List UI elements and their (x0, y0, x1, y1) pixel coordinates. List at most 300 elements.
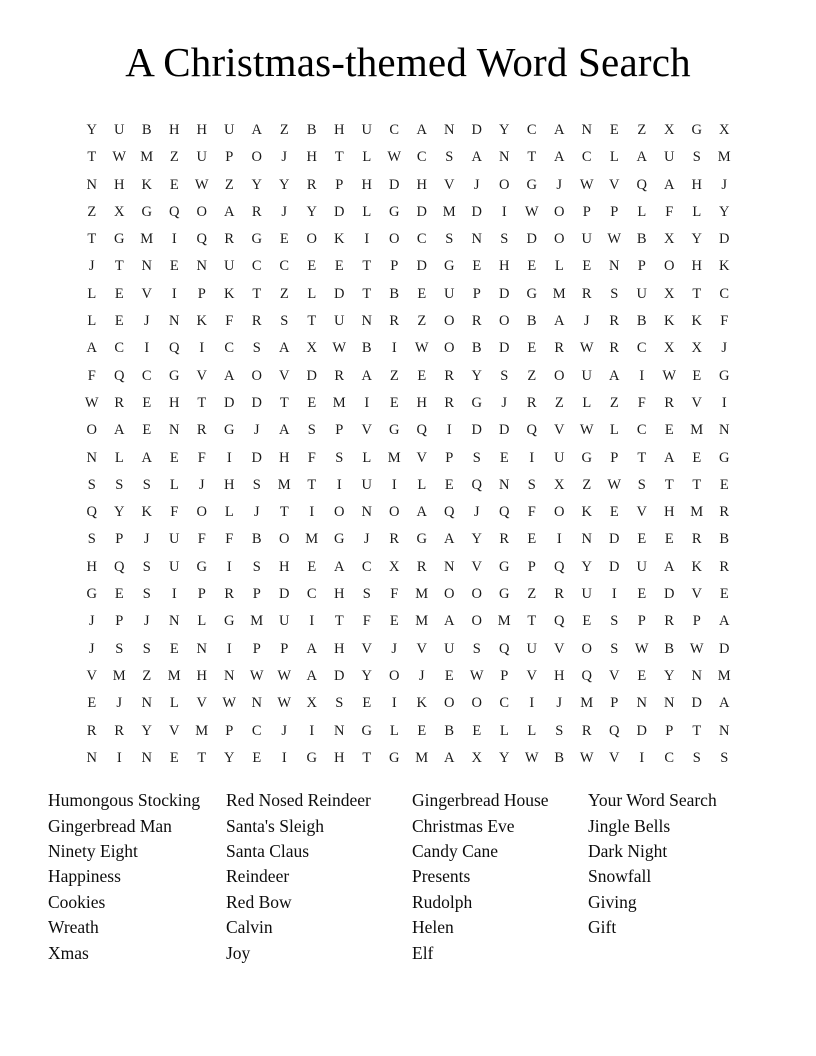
grid-cell[interactable]: E (169, 176, 179, 193)
grid-cell[interactable]: A (416, 122, 427, 138)
grid-cell[interactable]: A (664, 176, 675, 193)
grid-cell[interactable]: T (664, 476, 674, 493)
grid-cell[interactable]: P (390, 258, 399, 275)
grid-cell[interactable]: N (141, 695, 152, 712)
grid-cell[interactable]: U (196, 149, 207, 166)
grid-cell[interactable]: T (362, 749, 372, 766)
word-list-item[interactable]: Santa's Sleigh (226, 815, 324, 836)
grid-cell[interactable]: N (444, 558, 455, 575)
grid-cell[interactable]: J (363, 531, 370, 548)
grid-cell[interactable]: O (196, 203, 207, 220)
grid-cell[interactable]: I (501, 203, 507, 220)
grid-cell[interactable]: R (389, 313, 400, 330)
grid-cell[interactable]: E (637, 586, 647, 603)
grid-cell[interactable]: J (253, 422, 260, 439)
grid-cell[interactable]: A (554, 313, 565, 330)
grid-cell[interactable]: W (634, 640, 649, 657)
grid-cell[interactable]: W (277, 667, 292, 684)
grid-cell[interactable]: P (197, 586, 206, 603)
grid-cell[interactable]: A (306, 640, 317, 657)
grid-cell[interactable]: Z (417, 313, 427, 330)
grid-cell[interactable]: Z (224, 176, 234, 193)
grid-cell[interactable]: B (389, 285, 400, 302)
grid-cell[interactable]: T (692, 476, 702, 493)
grid-cell[interactable]: Z (169, 149, 179, 166)
grid-cell[interactable]: J (391, 640, 398, 657)
word-list-item[interactable]: Joy (226, 942, 251, 963)
word-list-item[interactable]: Red Bow (226, 891, 292, 912)
grid-cell[interactable]: G (499, 558, 510, 575)
grid-cell[interactable]: I (721, 394, 727, 411)
grid-cell[interactable]: J (721, 176, 728, 193)
grid-cell[interactable]: H (334, 586, 345, 603)
grid-cell[interactable]: J (721, 340, 728, 357)
grid-cell[interactable]: D (499, 422, 510, 439)
grid-cell[interactable]: V (416, 449, 427, 466)
grid-cell[interactable]: A (719, 613, 730, 630)
grid-cell[interactable]: S (527, 476, 536, 493)
grid-cell[interactable]: P (225, 722, 234, 739)
grid-cell[interactable]: P (500, 667, 509, 684)
grid-cell[interactable]: I (364, 231, 370, 248)
grid-cell[interactable]: I (639, 367, 645, 384)
grid-cell[interactable]: A (554, 149, 565, 166)
grid-cell[interactable]: I (226, 640, 232, 657)
grid-cell[interactable]: G (389, 749, 400, 766)
grid-cell[interactable]: G (224, 422, 235, 439)
grid-cell[interactable]: Y (251, 176, 262, 193)
grid-cell[interactable]: W (579, 340, 594, 357)
grid-cell[interactable]: O (581, 640, 592, 657)
grid-cell[interactable]: E (582, 258, 592, 275)
grid-cell[interactable]: I (556, 531, 562, 548)
grid-cell[interactable]: N (581, 531, 592, 548)
grid-cell[interactable]: H (279, 449, 290, 466)
grid-cell[interactable]: K (581, 504, 592, 521)
grid-cell[interactable]: Y (86, 122, 97, 138)
grid-cell[interactable]: P (115, 531, 124, 548)
grid-cell[interactable]: F (225, 531, 234, 548)
grid-cell[interactable]: E (417, 367, 427, 384)
grid-cell[interactable]: H (416, 176, 427, 193)
grid-cell[interactable]: V (416, 640, 427, 657)
grid-cell[interactable]: A (224, 367, 235, 384)
grid-cell[interactable]: D (719, 640, 730, 657)
grid-cell[interactable]: T (279, 504, 289, 521)
grid-cell[interactable]: T (527, 149, 537, 166)
grid-cell[interactable]: R (334, 367, 345, 384)
grid-cell[interactable]: O (279, 531, 290, 548)
grid-cell[interactable]: R (719, 558, 730, 575)
grid-cell[interactable]: C (141, 367, 152, 384)
grid-cell[interactable]: U (636, 285, 647, 302)
grid-cell[interactable]: I (171, 586, 177, 603)
grid-cell[interactable]: G (581, 449, 592, 466)
grid-cell[interactable]: V (609, 667, 620, 684)
grid-cell[interactable]: D (334, 285, 345, 302)
grid-cell[interactable]: K (719, 258, 730, 275)
grid-cell[interactable]: O (554, 203, 565, 220)
grid-cell[interactable]: A (444, 531, 455, 548)
grid-cell[interactable]: B (664, 640, 675, 657)
grid-cell[interactable]: O (664, 258, 675, 275)
grid-cell[interactable]: R (114, 722, 125, 739)
grid-cell[interactable]: C (389, 122, 400, 138)
grid-cell[interactable]: R (554, 586, 565, 603)
grid-cell[interactable]: O (196, 504, 207, 521)
grid-cell[interactable]: S (252, 340, 261, 357)
grid-cell[interactable]: L (609, 422, 619, 439)
grid-cell[interactable]: E (719, 586, 729, 603)
grid-cell[interactable]: E (142, 422, 152, 439)
grid-cell[interactable]: M (277, 476, 291, 493)
grid-cell[interactable]: Q (636, 176, 647, 193)
grid-cell[interactable]: N (169, 613, 180, 630)
grid-cell[interactable]: P (692, 613, 701, 630)
grid-cell[interactable]: Z (389, 367, 399, 384)
grid-cell[interactable]: F (197, 531, 206, 548)
grid-cell[interactable]: N (471, 231, 482, 248)
word-list-item[interactable]: Red Nosed Reindeer (226, 790, 371, 811)
grid-cell[interactable]: J (88, 613, 95, 630)
grid-cell[interactable]: W (579, 422, 594, 439)
grid-cell[interactable]: C (224, 340, 235, 357)
grid-cell[interactable]: N (499, 149, 510, 166)
grid-cell[interactable]: R (526, 394, 537, 411)
grid-cell[interactable]: S (500, 367, 509, 384)
grid-cell[interactable]: W (524, 203, 539, 220)
grid-cell[interactable]: D (471, 422, 482, 439)
grid-cell[interactable]: Y (224, 749, 235, 766)
grid-cell[interactable]: R (389, 531, 400, 548)
grid-cell[interactable]: O (554, 367, 565, 384)
grid-cell[interactable]: S (142, 586, 151, 603)
grid-cell[interactable]: D (334, 203, 345, 220)
grid-cell[interactable]: M (140, 231, 154, 248)
grid-cell[interactable]: H (416, 394, 427, 411)
grid-cell[interactable]: B (471, 340, 482, 357)
grid-cell[interactable]: P (335, 422, 344, 439)
grid-cell[interactable]: K (141, 176, 152, 193)
grid-cell[interactable]: I (309, 613, 315, 630)
grid-cell[interactable]: P (252, 586, 261, 603)
grid-cell[interactable]: L (87, 313, 97, 330)
grid-cell[interactable]: E (444, 476, 454, 493)
grid-cell[interactable]: H (691, 176, 702, 193)
grid-cell[interactable]: R (114, 394, 125, 411)
grid-cell[interactable]: R (251, 203, 262, 220)
grid-cell[interactable]: P (582, 203, 591, 220)
grid-cell[interactable]: W (84, 394, 99, 411)
grid-cell[interactable]: S (472, 640, 481, 657)
word-list-item[interactable]: Ninety Eight (48, 840, 138, 861)
grid-cell[interactable]: S (115, 640, 124, 657)
grid-cell[interactable]: C (416, 231, 427, 248)
grid-cell[interactable]: T (114, 258, 124, 275)
grid-cell[interactable]: J (583, 313, 590, 330)
grid-cell[interactable]: S (610, 285, 619, 302)
grid-cell[interactable]: D (416, 258, 427, 275)
grid-cell[interactable]: W (607, 231, 622, 248)
grid-cell[interactable]: N (499, 476, 510, 493)
grid-cell[interactable]: H (196, 667, 207, 684)
grid-cell[interactable]: F (527, 504, 536, 521)
grid-cell[interactable]: E (417, 285, 427, 302)
grid-cell[interactable]: E (389, 613, 399, 630)
grid-cell[interactable]: N (224, 667, 235, 684)
grid-cell[interactable]: P (335, 176, 344, 193)
grid-cell[interactable]: C (664, 749, 675, 766)
grid-cell[interactable]: U (334, 313, 345, 330)
grid-cell[interactable]: J (473, 176, 480, 193)
grid-cell[interactable]: C (251, 722, 262, 739)
grid-cell[interactable]: H (169, 394, 180, 411)
grid-cell[interactable]: L (169, 695, 179, 712)
grid-cell[interactable]: Y (664, 667, 675, 684)
grid-cell[interactable]: P (115, 613, 124, 630)
grid-cell[interactable]: F (87, 367, 96, 384)
grid-cell[interactable]: K (416, 695, 427, 712)
grid-cell[interactable]: V (554, 640, 565, 657)
grid-cell[interactable]: X (554, 476, 565, 493)
grid-cell[interactable]: I (171, 231, 177, 248)
grid-cell[interactable]: F (720, 313, 729, 330)
grid-cell[interactable]: D (416, 203, 427, 220)
grid-cell[interactable]: A (664, 449, 675, 466)
grid-cell[interactable]: X (306, 695, 317, 712)
grid-cell[interactable]: C (361, 558, 372, 575)
grid-cell[interactable]: D (251, 394, 262, 411)
grid-cell[interactable]: D (499, 340, 510, 357)
grid-cell[interactable]: L (87, 285, 97, 302)
grid-cell[interactable]: W (607, 476, 622, 493)
grid-cell[interactable]: Z (527, 586, 537, 603)
grid-cell[interactable]: E (334, 258, 344, 275)
grid-cell[interactable]: K (196, 313, 207, 330)
grid-cell[interactable]: D (471, 203, 482, 220)
grid-cell[interactable]: R (581, 285, 592, 302)
grid-cell[interactable]: T (334, 613, 344, 630)
grid-cell[interactable]: J (281, 722, 288, 739)
grid-cell[interactable]: S (335, 449, 344, 466)
grid-cell[interactable]: H (334, 749, 345, 766)
grid-cell[interactable]: A (471, 149, 482, 166)
grid-cell[interactable]: C (416, 149, 427, 166)
grid-cell[interactable]: X (691, 340, 702, 357)
grid-cell[interactable]: O (499, 176, 510, 193)
grid-cell[interactable]: Z (142, 667, 152, 684)
grid-cell[interactable]: D (224, 394, 235, 411)
grid-cell[interactable]: J (198, 476, 205, 493)
grid-cell[interactable]: W (524, 749, 539, 766)
grid-cell[interactable]: N (251, 695, 262, 712)
grid-cell[interactable]: L (169, 476, 179, 493)
grid-cell[interactable]: R (609, 313, 620, 330)
grid-cell[interactable]: S (87, 476, 96, 493)
grid-cell[interactable]: U (224, 122, 235, 138)
grid-cell[interactable]: H (334, 640, 345, 657)
grid-cell[interactable]: O (499, 313, 510, 330)
grid-cell[interactable]: Q (526, 422, 537, 439)
grid-cell[interactable]: I (529, 695, 535, 712)
grid-cell[interactable]: J (116, 695, 123, 712)
grid-cell[interactable]: K (334, 231, 345, 248)
word-list-item[interactable]: Santa Claus (226, 840, 310, 861)
grid-cell[interactable]: G (444, 258, 455, 275)
grid-cell[interactable]: R (691, 531, 702, 548)
grid-cell[interactable]: L (499, 722, 509, 739)
grid-cell[interactable]: Q (471, 476, 482, 493)
grid-cell[interactable]: Y (114, 504, 125, 521)
grid-cell[interactable]: V (444, 176, 455, 193)
grid-cell[interactable]: S (472, 449, 481, 466)
grid-cell[interactable]: P (472, 285, 481, 302)
grid-cell[interactable]: G (86, 586, 97, 603)
grid-cell[interactable]: U (664, 149, 675, 166)
grid-cell[interactable]: L (362, 149, 372, 166)
grid-cell[interactable]: L (609, 149, 619, 166)
grid-cell[interactable]: R (609, 340, 620, 357)
grid-cell[interactable]: Y (499, 122, 510, 138)
grid-cell[interactable]: E (692, 449, 702, 466)
grid-cell[interactable]: I (391, 476, 397, 493)
grid-cell[interactable]: T (252, 285, 262, 302)
grid-cell[interactable]: W (579, 749, 594, 766)
grid-cell[interactable]: O (389, 231, 400, 248)
grid-cell[interactable]: B (719, 531, 730, 548)
grid-cell[interactable]: D (526, 231, 537, 248)
grid-cell[interactable]: N (719, 722, 730, 739)
grid-cell[interactable]: E (664, 531, 674, 548)
grid-cell[interactable]: A (334, 558, 345, 575)
grid-cell[interactable]: J (143, 313, 150, 330)
grid-cell[interactable]: M (167, 667, 181, 684)
grid-cell[interactable]: W (222, 695, 237, 712)
grid-cell[interactable]: E (527, 340, 537, 357)
grid-cell[interactable]: S (610, 640, 619, 657)
word-list-item[interactable]: Giving (588, 891, 637, 912)
grid-cell[interactable]: E (582, 613, 592, 630)
grid-cell[interactable]: Q (499, 504, 510, 521)
grid-cell[interactable]: E (637, 667, 647, 684)
grid-cell[interactable]: O (444, 340, 455, 357)
grid-cell[interactable]: Z (554, 394, 564, 411)
grid-cell[interactable]: U (361, 122, 372, 138)
grid-cell[interactable]: O (251, 149, 262, 166)
grid-cell[interactable]: G (719, 449, 730, 466)
grid-cell[interactable]: E (114, 586, 124, 603)
grid-cell[interactable]: U (169, 558, 180, 575)
grid-cell[interactable]: K (141, 504, 152, 521)
grid-cell[interactable]: Q (581, 667, 592, 684)
grid-cell[interactable]: M (415, 613, 429, 630)
grid-cell[interactable]: D (306, 367, 317, 384)
grid-cell[interactable]: P (527, 558, 536, 575)
grid-cell[interactable]: I (171, 285, 177, 302)
grid-cell[interactable]: I (144, 340, 150, 357)
grid-cell[interactable]: Y (471, 531, 482, 548)
grid-cell[interactable]: G (196, 558, 207, 575)
grid-cell[interactable]: Y (499, 749, 510, 766)
grid-cell[interactable]: U (636, 558, 647, 575)
grid-cell[interactable]: Q (554, 613, 565, 630)
grid-cell[interactable]: F (362, 613, 371, 630)
grid-cell[interactable]: Z (582, 476, 592, 493)
grid-cell[interactable]: Y (719, 203, 730, 220)
grid-cell[interactable]: Y (471, 367, 482, 384)
grid-cell[interactable]: H (361, 176, 372, 193)
grid-cell[interactable]: I (611, 586, 617, 603)
grid-cell[interactable]: N (86, 176, 97, 193)
grid-cell[interactable]: R (554, 340, 565, 357)
word-list-item[interactable]: Calvin (226, 917, 273, 938)
grid-cell[interactable]: B (636, 231, 647, 248)
grid-cell[interactable]: M (552, 285, 566, 302)
grid-cell[interactable]: A (251, 122, 262, 138)
grid-cell[interactable]: G (334, 531, 345, 548)
grid-cell[interactable]: Q (169, 340, 180, 357)
grid-cell[interactable]: R (444, 367, 455, 384)
grid-cell[interactable]: D (334, 667, 345, 684)
grid-cell[interactable]: T (692, 285, 702, 302)
grid-cell[interactable]: C (581, 149, 592, 166)
grid-cell[interactable]: O (444, 586, 455, 603)
word-list-item[interactable]: Wreath (48, 917, 99, 938)
grid-cell[interactable]: E (279, 231, 289, 248)
grid-cell[interactable]: J (143, 613, 150, 630)
grid-cell[interactable]: S (445, 231, 454, 248)
grid-cell[interactable]: M (332, 394, 346, 411)
grid-cell[interactable]: Q (554, 558, 565, 575)
grid-cell[interactable]: V (691, 586, 702, 603)
grid-cell[interactable]: P (445, 449, 454, 466)
grid-cell[interactable]: O (389, 667, 400, 684)
grid-cell[interactable]: E (169, 258, 179, 275)
grid-cell[interactable]: R (86, 722, 97, 739)
grid-cell[interactable]: D (279, 586, 290, 603)
grid-cell[interactable]: J (253, 504, 260, 521)
grid-cell[interactable]: K (664, 313, 675, 330)
grid-cell[interactable]: Q (169, 203, 180, 220)
grid-cell[interactable]: H (664, 504, 675, 521)
grid-cell[interactable]: R (719, 504, 730, 521)
grid-cell[interactable]: T (334, 149, 344, 166)
grid-cell[interactable]: U (169, 531, 180, 548)
grid-cell[interactable]: N (636, 695, 647, 712)
grid-cell[interactable]: B (636, 313, 647, 330)
grid-cell[interactable]: X (719, 122, 730, 138)
grid-cell[interactable]: E (719, 476, 729, 493)
grid-cell[interactable]: Y (581, 558, 592, 575)
grid-cell[interactable]: N (361, 313, 372, 330)
grid-cell[interactable]: M (442, 203, 456, 220)
grid-cell[interactable]: M (415, 586, 429, 603)
grid-cell[interactable]: E (307, 258, 317, 275)
word-list-item[interactable]: Elf (412, 942, 434, 963)
grid-cell[interactable]: C (526, 122, 537, 138)
grid-cell[interactable]: V (279, 367, 290, 384)
grid-cell[interactable]: Q (86, 504, 97, 521)
grid-cell[interactable]: E (527, 258, 537, 275)
grid-cell[interactable]: E (692, 367, 702, 384)
grid-cell[interactable]: E (664, 422, 674, 439)
grid-cell[interactable]: A (224, 203, 235, 220)
grid-cell[interactable]: A (306, 667, 317, 684)
grid-cell[interactable]: A (636, 149, 647, 166)
grid-cell[interactable]: Y (691, 231, 702, 248)
grid-cell[interactable]: J (556, 176, 563, 193)
grid-cell[interactable]: G (224, 613, 235, 630)
